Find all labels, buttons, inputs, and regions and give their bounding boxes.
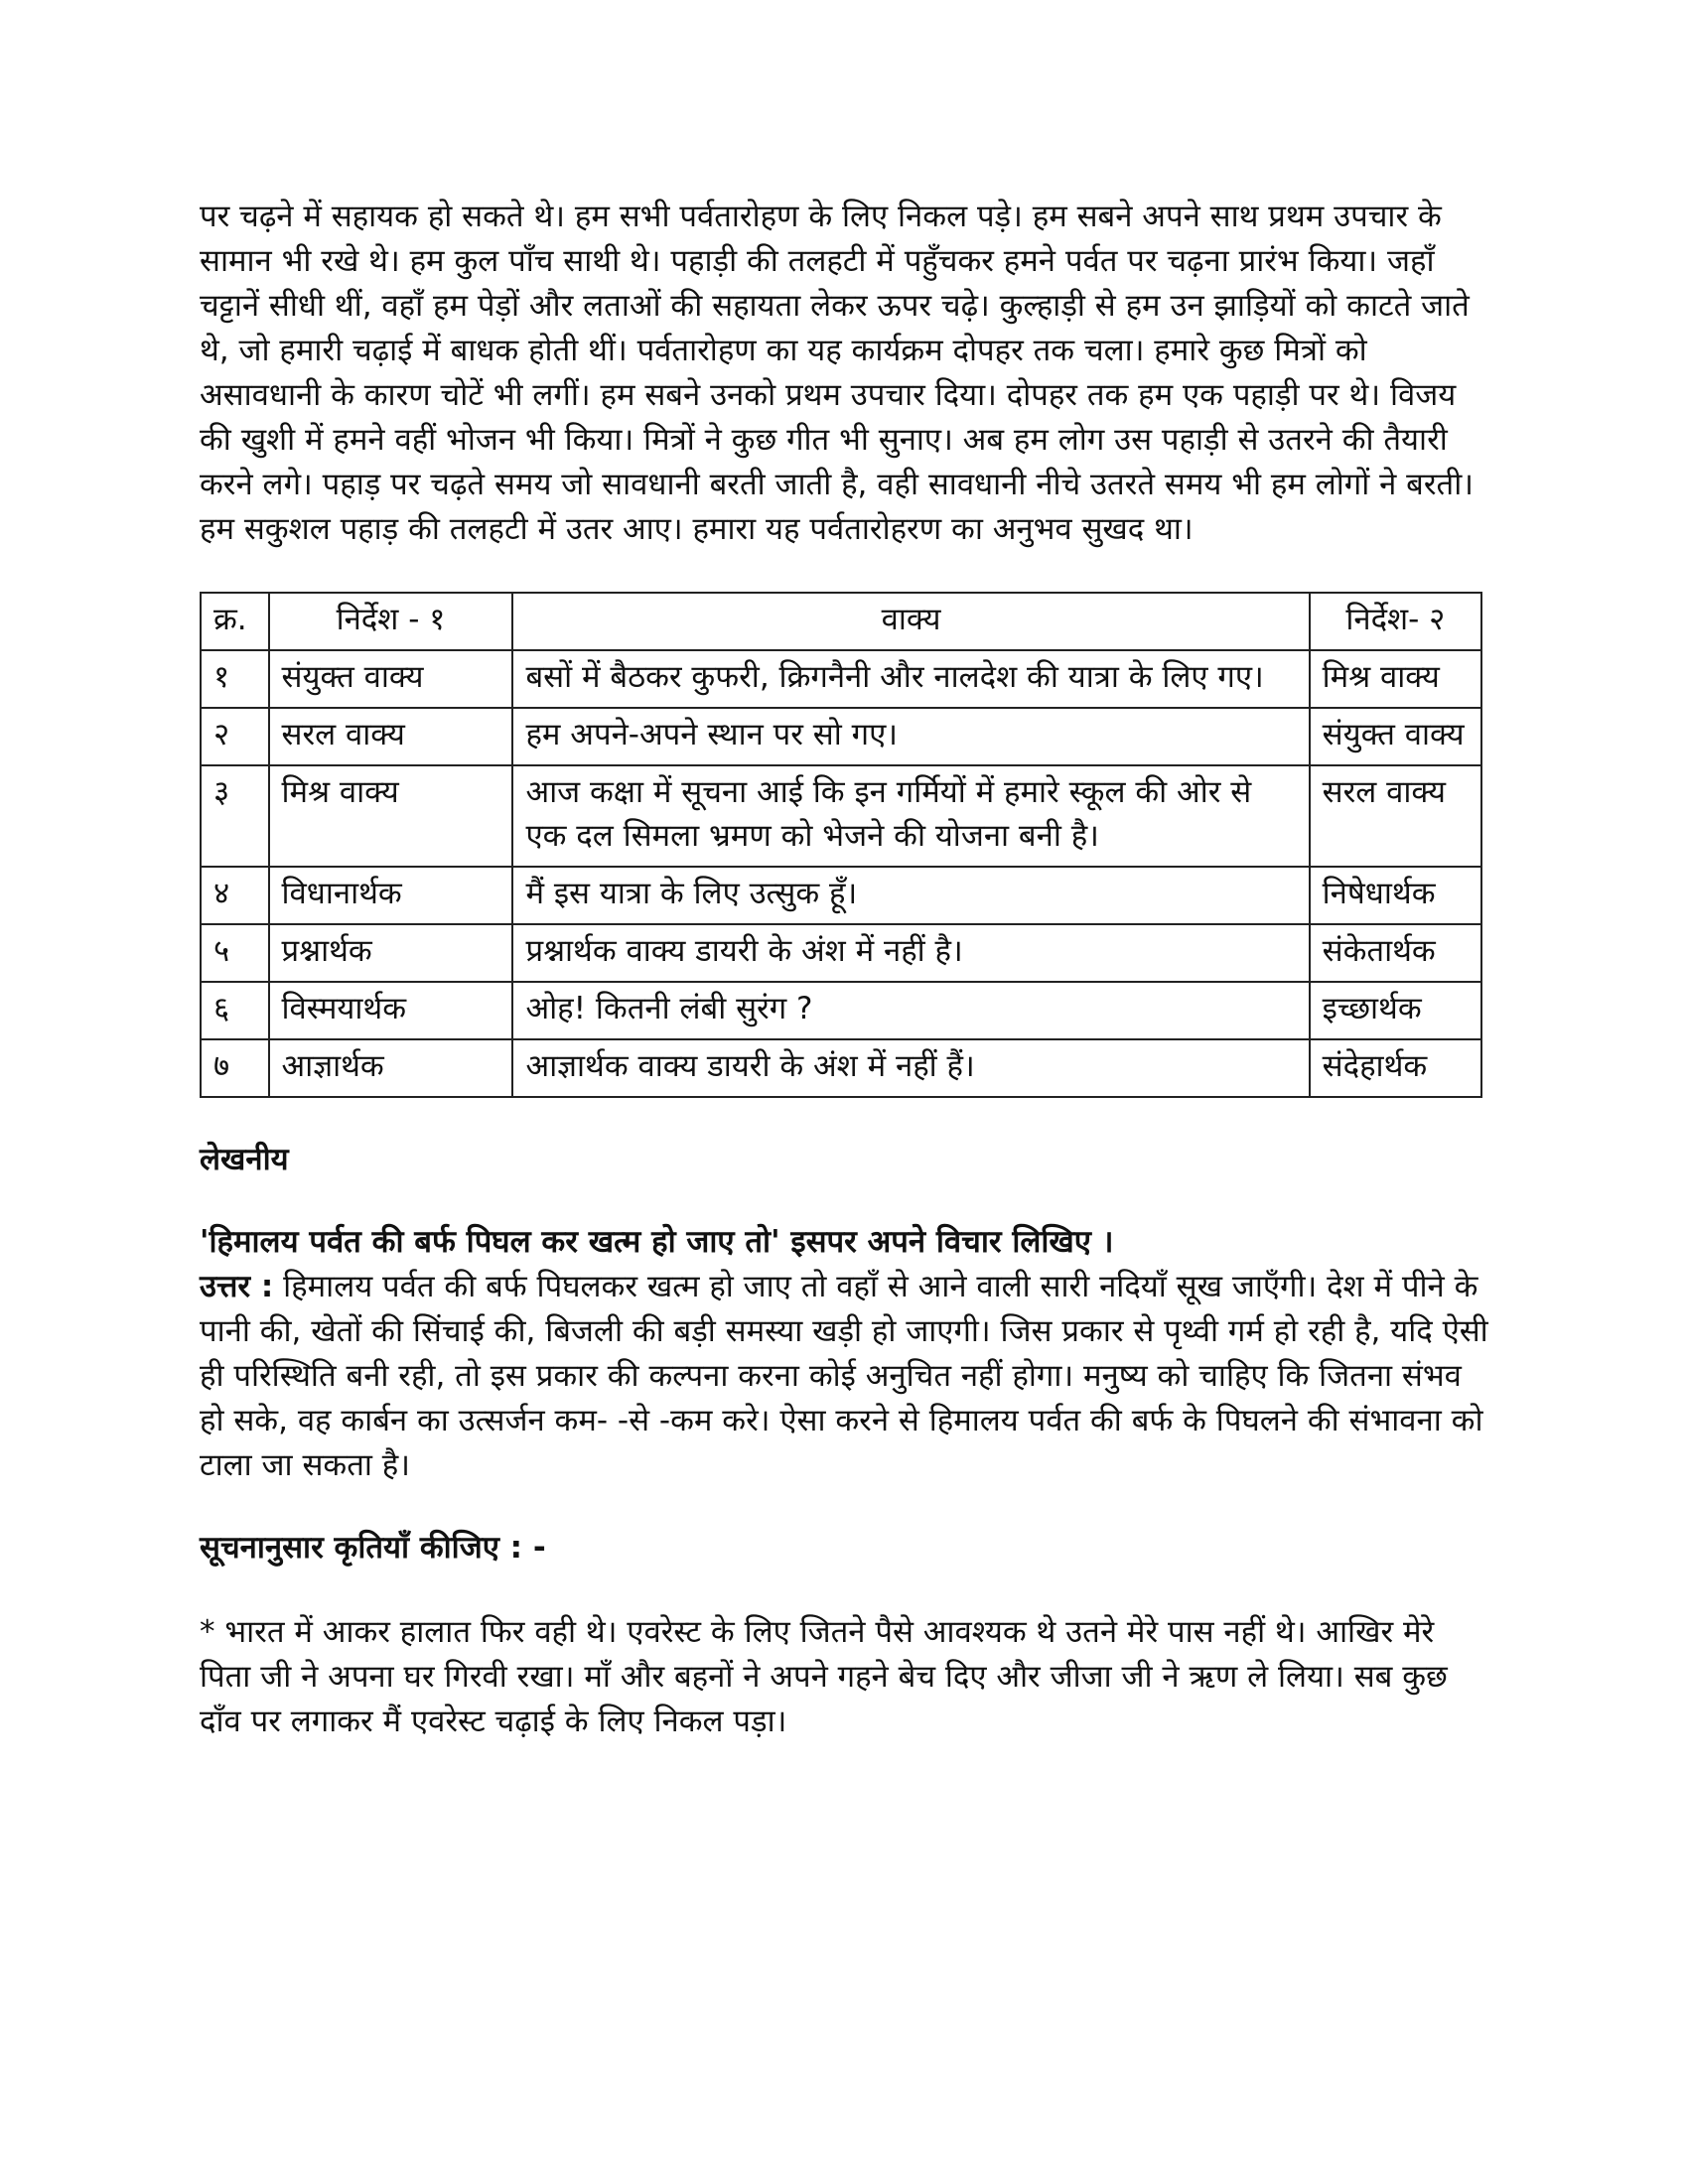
cell-sr: ५ bbox=[201, 924, 269, 982]
cell-sr: ६ bbox=[201, 982, 269, 1039]
table-row bbox=[201, 982, 1481, 1039]
cell-sr: २ bbox=[201, 708, 269, 765]
cell-sentence: आज्ञार्थक वाक्य डायरी के अंश में नहीं हैं। bbox=[512, 1039, 1309, 1097]
cell-instruction-2: इच्छार्थक bbox=[1310, 982, 1481, 1039]
cell-sentence: आज कक्षा में सूचना आई कि इन गर्मियों में हमारे स्कूल की ओर से एक दल सिमला भ्रमण को भेजने की योजना बनी है। bbox=[512, 765, 1309, 867]
cell-sentence: ओह! कितनी लंबी सुरंग ? bbox=[512, 982, 1309, 1039]
table-row bbox=[201, 924, 1481, 982]
cell-sentence: बसों में बैठकर कुफरी, क्रिगनैनी और नालदेश की यात्रा के लिए गए। bbox=[512, 650, 1309, 708]
table-row bbox=[201, 765, 1481, 867]
cell-instruction-1: मिश्र वाक्य bbox=[269, 765, 513, 867]
header-sr: क्र. bbox=[201, 593, 269, 650]
cell-instruction-1: प्रश्नार्थक bbox=[269, 924, 513, 982]
table-row bbox=[201, 650, 1481, 708]
cell-sr: ४ bbox=[201, 867, 269, 924]
cell-sentence: मैं इस यात्रा के लिए उत्सुक हूँ। bbox=[512, 867, 1309, 924]
table-row bbox=[201, 867, 1481, 924]
question-heading: 'हिमालय पर्वत की बर्फ पिघल कर खत्म हो जाए तो' इसपर अपने विचार लिखिए । bbox=[200, 1224, 1114, 1260]
cell-instruction-2: निषेधार्थक bbox=[1310, 867, 1481, 924]
answer-label: उत्तर : bbox=[200, 1269, 274, 1304]
header-instruction-1: निर्देश - १ bbox=[269, 593, 513, 650]
cell-instruction-2: संयुक्त वाक्य bbox=[1310, 708, 1481, 765]
header-sentence: वाक्य bbox=[512, 593, 1309, 650]
cell-sentence: हम अपने-अपने स्थान पर सो गए। bbox=[512, 708, 1309, 765]
cell-instruction-1: सरल वाक्य bbox=[269, 708, 513, 765]
cell-instruction-1: विस्मयार्थक bbox=[269, 982, 513, 1039]
cell-instruction-1: आज्ञार्थक bbox=[269, 1039, 513, 1097]
passage-paragraph: पर चढ़ने में सहायक हो सकते थे। हम सभी पर्वतारोहण के लिए निकल पड़े। हम सबने अपने साथ प्रथम उपचार के सामान भी रखे थे। हम कुल पाँच साथी थे। पहाड़ी की तलहटी में पहुँचकर हमने पर्वत पर चढ़ना प्रारंभ किया। जहाँ चट्टानें सीधी थीं, वहाँ हम पेड़ों और लताओं की सहायता लेकर ऊपर चढ़े। कुल्हाड़ी से हम उन झाड़ियों को काटते जाते थे, जो हमारी चढ़ाई में बाधक होती थीं। पर्वतारोहण का यह कार्यक्रम दोपहर तक चला। हमारे कुछ मित्रों को असावधानी के कारण चोटें भी लगीं। हम सबने उनको प्रथम उपचार दिया। दोपहर तक हम एक पहाड़ी पर थे। विजय की खुशी में हमने वहीं भोजन भी किया। मित्रों ने कुछ गीत भी सुनाए। अब हम लोग उस पहाड़ी से उतरने की तैयारी करने लगे। पहाड़ पर चढ़ते समय जो सावधानी बरती जाती है, वही सावधानी नीचे उतरते समय भी हम लोगों ने बरती। हम सकुशल पहाड़ की तलहटी में उतर आए। हमारा यह पर्वतारोहरण का अनुभव सुखद था। bbox=[200, 199, 1475, 547]
table-row bbox=[201, 1039, 1481, 1097]
cell-instruction-2: संदेहार्थक bbox=[1310, 1039, 1481, 1097]
section-heading-lekhaniy: लेखनीय bbox=[200, 1142, 289, 1177]
cell-sentence: प्रश्नार्थक वाक्य डायरी के अंश में नहीं है। bbox=[512, 924, 1309, 982]
cell-instruction-1: संयुक्त वाक्य bbox=[269, 650, 513, 708]
cell-instruction-2: मिश्र वाक्य bbox=[1310, 650, 1481, 708]
page-content bbox=[200, 195, 1490, 1744]
answer-paragraph bbox=[200, 1265, 1490, 1488]
cell-sr: ३ bbox=[201, 765, 269, 867]
table-header-row bbox=[201, 593, 1481, 650]
cell-sr: १ bbox=[201, 650, 269, 708]
section-heading-suchnanusar: सूचनानुसार कृतियाँ कीजिए : - bbox=[200, 1530, 546, 1566]
sentence-transformation-table bbox=[200, 592, 1482, 1098]
cell-sr: ७ bbox=[201, 1039, 269, 1097]
cell-instruction-2: सरल वाक्य bbox=[1310, 765, 1481, 867]
table-row bbox=[201, 708, 1481, 765]
cell-instruction-1: विधानार्थक bbox=[269, 867, 513, 924]
cell-instruction-2: संकेतार्थक bbox=[1310, 924, 1481, 982]
header-instruction-2: निर्देश- २ bbox=[1310, 593, 1481, 650]
answer-text: हिमालय पर्वत की बर्फ पिघलकर खत्म हो जाए तो वहाँ से आने वाली सारी नदियाँ सूख जाएँगी। देश में पीने के पानी की, खेतों की सिंचाई की, बिजली की बड़ी समस्या खड़ी हो जाएगी। जिस प्रकार से पृथ्वी गर्म हो रही है, यदि ऐसी ही परिस्थिति बनी रही, तो इस प्रकार की कल्पना करना कोई अनुचित नहीं होगा। मनुष्य को चाहिए कि जितना संभव हो सके, वह कार्बन का उत्सर्जन कम- -से -कम करे। ऐसा करने से हिमालय पर्वत की बर्फ के पिघलने की संभावना को टाला जा सकता है। bbox=[200, 1269, 1488, 1483]
suchnanusar-passage: * भारत में आकर हालात फिर वही थे। एवरेस्ट के लिए जितने पैसे आवश्यक थे उतने मेरे पास नहीं थे। आखिर मेरे पिता जी ने अपना घर गिरवी रखा। माँ और बहनों ने अपने गहने बेच दिए और जीजा जी ने ऋण ले लिया। सब कुछ दाँव पर लगाकर मैं एवरेस्ट चढ़ाई के लिए निकल पड़ा। bbox=[200, 1614, 1448, 1739]
